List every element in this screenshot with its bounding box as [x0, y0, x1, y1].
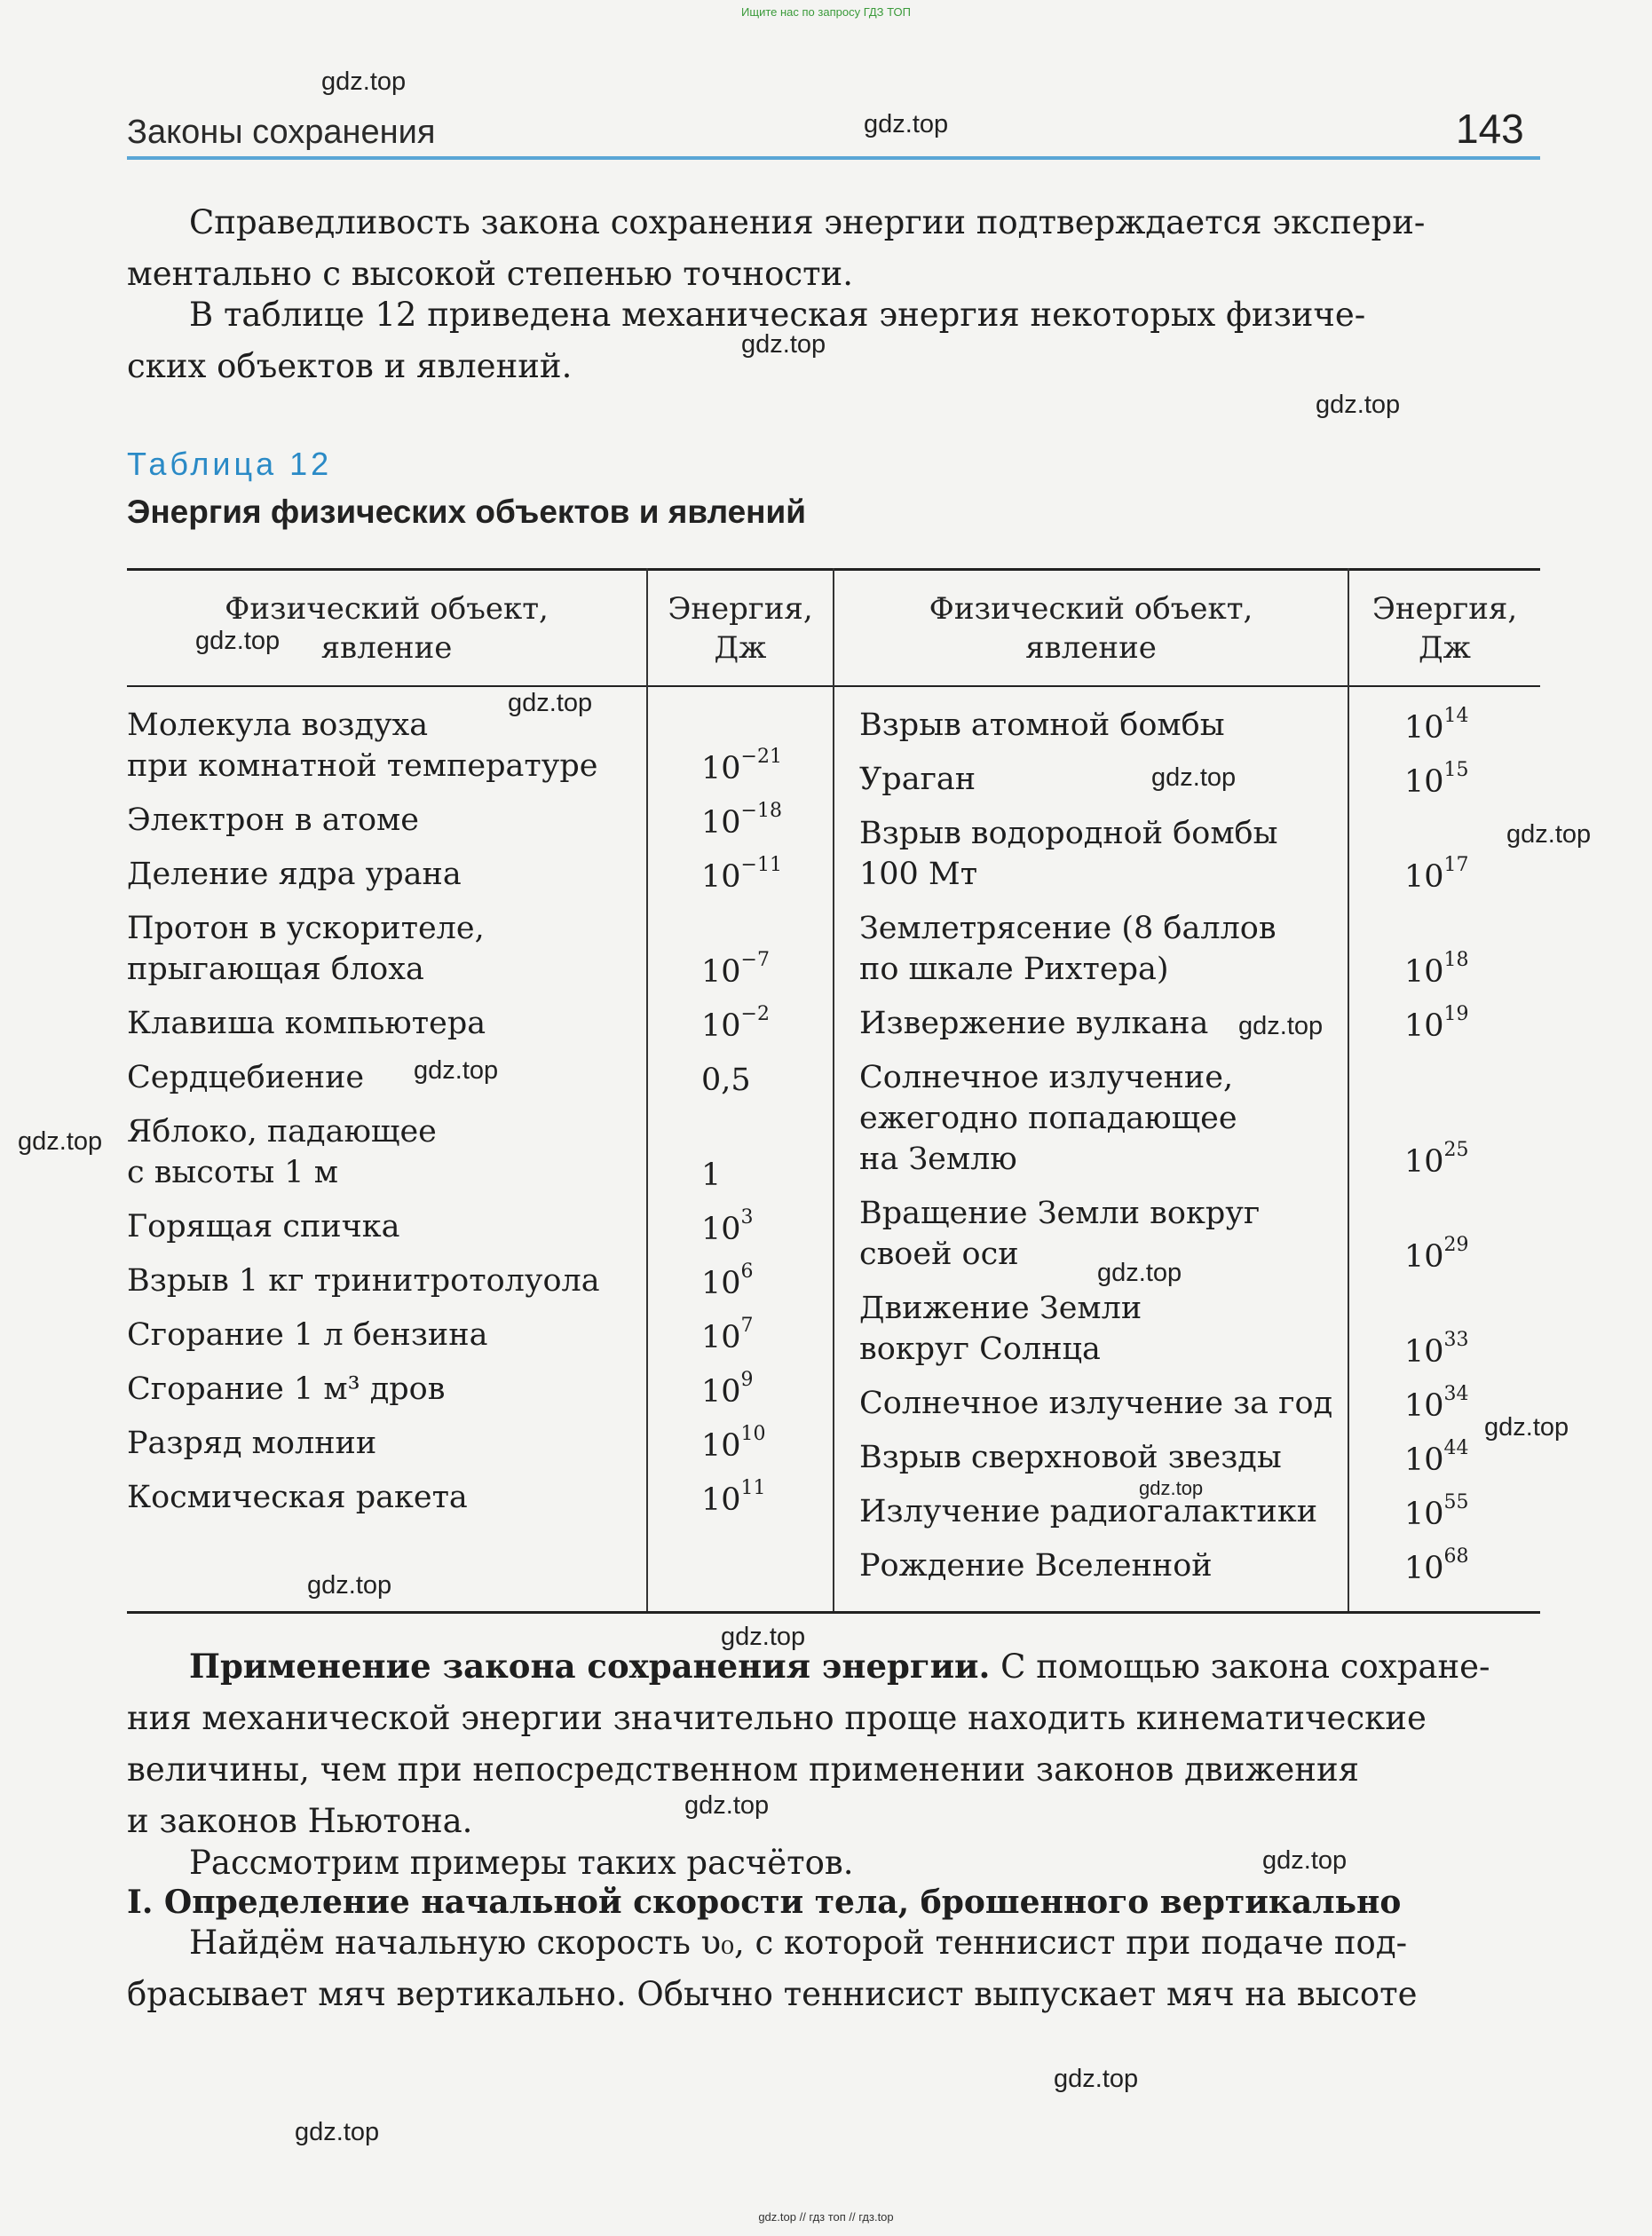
table-row-right-value: $10^{33}$	[1404, 1329, 1469, 1370]
header-energy-right: Энергия, Дж	[1371, 591, 1518, 666]
table-row-left-name: Сгорание 1 л бензина	[127, 1317, 488, 1353]
table-title: Энергия физических объектов и явлений	[127, 494, 807, 530]
watermark: gdz.top	[1506, 820, 1592, 849]
table-row-left-value: $10^{11}$	[701, 1477, 766, 1518]
watermark: gdz.top	[1316, 391, 1401, 419]
header-object-right: Физический объект, явление	[929, 591, 1253, 666]
table-row-left-value: $10^6$	[701, 1260, 754, 1301]
watermark: gdz.top	[414, 1056, 499, 1085]
table-row-left-value: $10^{-18}$	[701, 800, 782, 841]
table-row-right-value: $10^{68}$	[1404, 1545, 1469, 1586]
table-row-right-name: Взрыв сверхновой звезды	[859, 1440, 1282, 1475]
table-row-right-name: Солнечное излучение, ежегодно попадающее на Землю	[859, 1060, 1237, 1177]
table-divider-2	[833, 568, 834, 1611]
watermark: gdz.top	[741, 330, 826, 359]
table-row-left-name: Сердцебиение	[127, 1060, 365, 1095]
table-row-left-value: $10^{-7}$	[701, 949, 770, 990]
top-note: Ищите нас по запросу ГДЗ ТОП	[741, 5, 911, 19]
table-row-right-value: $10^{55}$	[1404, 1491, 1469, 1532]
table-row-right-value: $10^{17}$	[1404, 854, 1469, 895]
table-row-left-value: $10^{-2}$	[701, 1003, 770, 1044]
table-row-left-value: $10^3$	[701, 1206, 754, 1247]
watermark: gdz.top	[684, 1791, 770, 1820]
table-row-right-name: Вращение Земли вокруг своей оси	[859, 1196, 1261, 1272]
watermark: gdz.top	[721, 1623, 806, 1651]
table-row-left-value: $10^9$	[701, 1369, 754, 1410]
table-row-right-name: Излучение радиогалактики	[859, 1494, 1318, 1529]
table-row-right-value: $10^{14}$	[1404, 705, 1469, 746]
application-paragraph: Применение закона сохранения энергии. С помощью закона сохране- ния механической энергии значительно проще находить кинематические величины, чем при непосредственном применении законов движения и законов Ньютона.	[127, 1647, 1490, 1840]
intro-paragraph-1: Справедливость закона сохранения энергии подтверждается экспери- ментально с высокой степенью точности.	[127, 203, 1426, 293]
table-row-left-name: Деление ядра урана	[127, 857, 462, 892]
table-row-right-value: $10^{34}$	[1404, 1383, 1469, 1424]
watermark: gdz.top	[18, 1127, 103, 1156]
table-row-left-name: Клавиша компьютера	[127, 1006, 486, 1041]
examples-intro: Рассмотрим примеры таких расчётов.	[189, 1844, 854, 1882]
table-row-left-name: Разряд молнии	[127, 1426, 377, 1461]
section-title: Законы сохранения	[127, 114, 436, 151]
table-row-right-name: Солнечное излучение за год	[859, 1386, 1333, 1421]
table-row-right-value: $10^{19}$	[1404, 1003, 1469, 1044]
section-heading: I. Определение начальной скорости тела, брошенного вертикально	[127, 1884, 1402, 1921]
velocity-paragraph: Найдём начальную скорость υ₀, с которой теннисист при подаче под- брасывает мяч вертикально. Обычно теннисист выпускает мяч на высоте	[127, 1924, 1418, 2013]
header-rule	[127, 156, 1540, 160]
intro-paragraph-2: В таблице 12 приведена механическая энергия некоторых физиче- ских объектов и явлений.	[127, 296, 1366, 385]
watermark: gdz.top	[321, 67, 407, 96]
table-row-right-name: Землетрясение (8 баллов по шкале Рихтера)	[859, 911, 1277, 987]
table-row-left-value: 1	[701, 1158, 722, 1193]
table-row-right-name: Извержение вулкана	[859, 1006, 1209, 1041]
table-divider-1	[646, 568, 648, 1611]
table-row-left-name: Взрыв 1 кг тринитротолуола	[127, 1263, 600, 1299]
watermark: gdz.top	[508, 689, 593, 717]
table-row-right-name: Взрыв водородной бомбы 100 Мт	[859, 816, 1278, 892]
table-label: Таблица 12	[127, 446, 333, 482]
header-object-left: Физический объект, явление	[225, 591, 549, 666]
table-bottom-rule	[127, 1611, 1540, 1614]
table-row-left-name: Протон в ускорителе, прыгающая блоха	[127, 911, 485, 987]
table-row-right-name: Взрыв атомной бомбы	[859, 707, 1225, 743]
table-row-right-name: Движение Земли вокруг Солнца	[859, 1291, 1142, 1367]
table-row-right-value: $10^{44}$	[1404, 1437, 1469, 1478]
watermark: gdz.top	[1262, 1846, 1348, 1875]
watermark: gdz.top	[1151, 763, 1237, 792]
watermark: gdz.top	[1484, 1413, 1569, 1442]
bottom-note: gdz.top // гдз топ // гдз.top	[758, 2210, 894, 2224]
table-row-left-value: 0,5	[701, 1063, 751, 1098]
table-row-right-name: Рождение Вселенной	[859, 1548, 1213, 1584]
table-row-right-value: $10^{18}$	[1404, 949, 1469, 990]
table-divider-3	[1348, 568, 1349, 1611]
watermark: gdz.top	[1097, 1259, 1182, 1287]
application-lead: Применение закона сохранения энергии.	[189, 1647, 991, 1686]
table-row-left-name: Космическая ракета	[127, 1480, 468, 1515]
table-row-right-value: $10^{29}$	[1404, 1234, 1469, 1275]
table-row-left-value: $10^{10}$	[701, 1423, 766, 1464]
watermark: gdz.top	[195, 627, 281, 655]
table-row-left-name: Молекула воздуха при комнатной температуре	[127, 707, 598, 784]
table-row-left-name: Яблоко, падающее с высоты 1 м	[127, 1114, 437, 1190]
table-row-left-value: $10^{-11}$	[701, 854, 782, 895]
table-row-left-value: $10^7$	[701, 1315, 754, 1355]
watermark: gdz.top	[1139, 1477, 1204, 1499]
table-row-left-name: Горящая спичка	[127, 1209, 400, 1244]
table-row-left-name: Сгорание 1 м³ дров	[127, 1371, 446, 1407]
watermark: gdz.top	[295, 2118, 380, 2146]
page-number: 143	[1456, 106, 1524, 152]
table-row-left-name: Электрон в атоме	[127, 802, 419, 838]
watermark: gdz.top	[864, 110, 949, 138]
header-energy-left: Энергия, Дж	[668, 591, 813, 666]
watermark: gdz.top	[1054, 2065, 1139, 2093]
table-row-right-value: $10^{15}$	[1404, 759, 1469, 800]
table-row-right-value: $10^{25}$	[1404, 1139, 1469, 1180]
table-row-right-name: Ураган	[859, 762, 976, 797]
table-row-left-value: $10^{-21}$	[701, 746, 782, 786]
watermark: gdz.top	[307, 1571, 392, 1600]
watermark: gdz.top	[1238, 1012, 1324, 1040]
